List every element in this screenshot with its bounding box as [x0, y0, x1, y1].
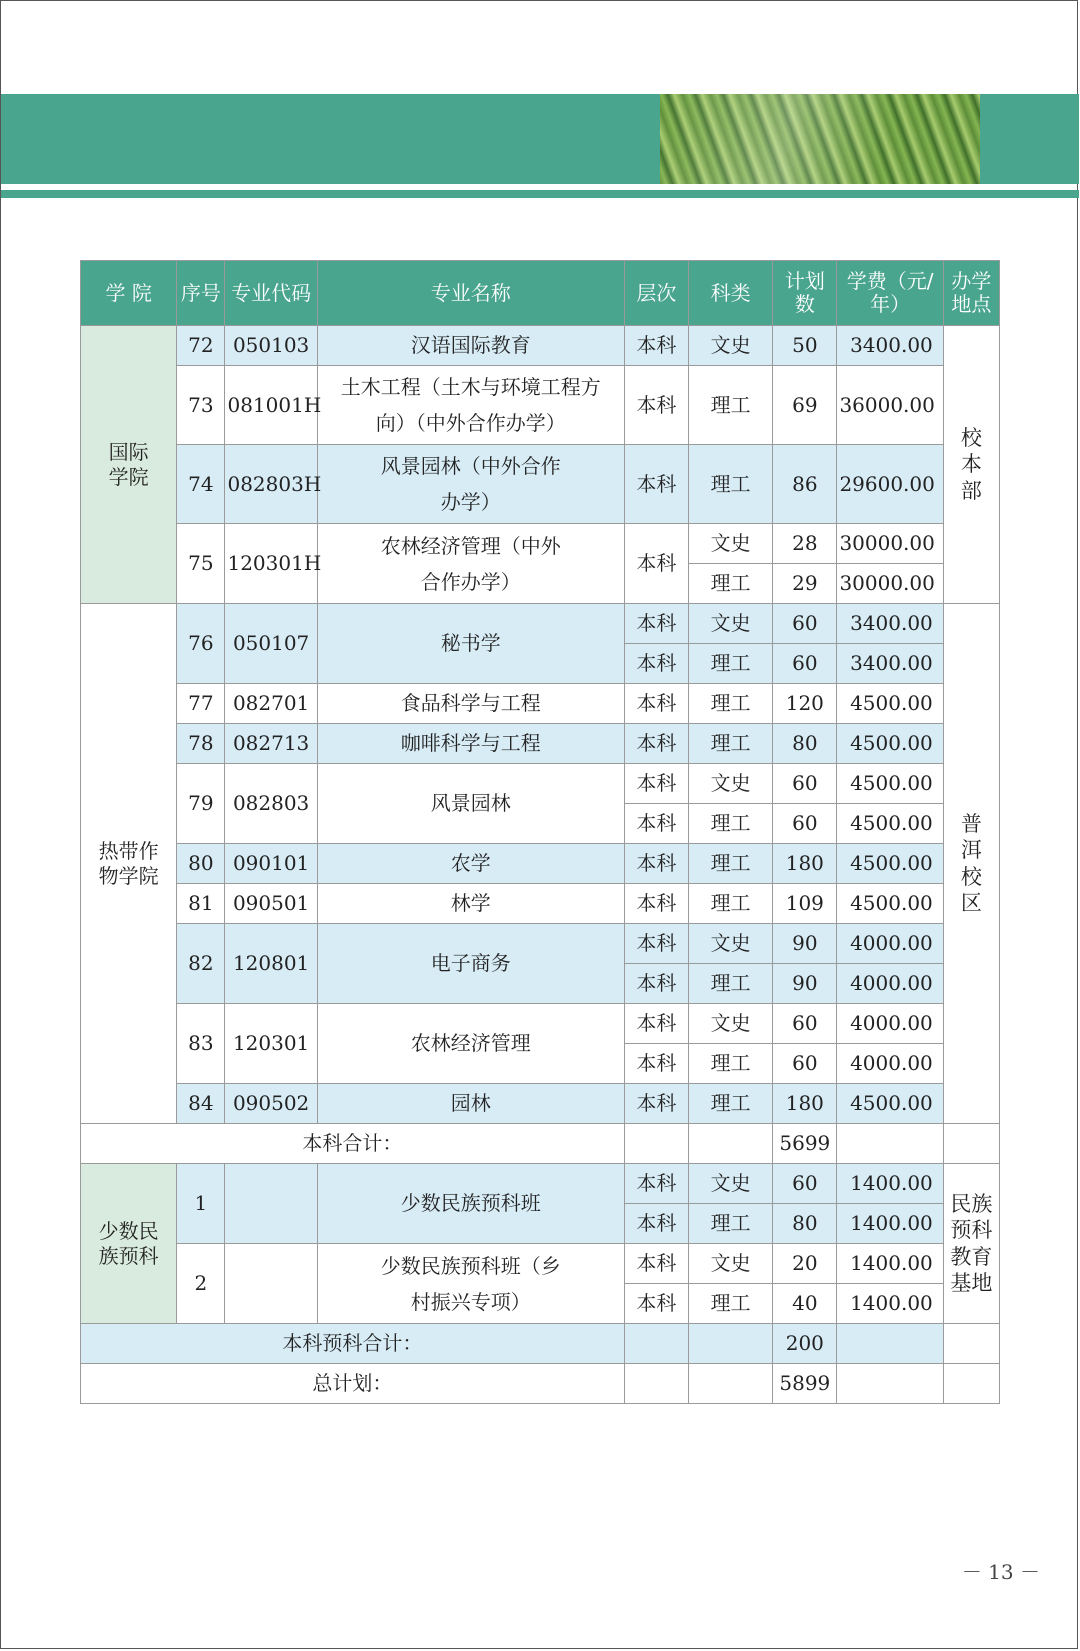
category-cell: 文史: [688, 924, 772, 964]
level-cell: 本科: [624, 1204, 688, 1244]
plan-cell: 60: [773, 1044, 837, 1084]
category-cell: 理工: [688, 564, 772, 604]
fee-cell: 30000.00: [837, 524, 943, 564]
code-cell: 120301: [225, 1004, 317, 1084]
seq-cell: 84: [177, 1084, 225, 1124]
level-cell: 本科: [624, 684, 688, 724]
code-cell: 090101: [225, 844, 317, 884]
code-cell: [225, 1244, 317, 1324]
code-cell: 050107: [225, 604, 317, 684]
level-cell: 本科: [624, 326, 688, 366]
code-cell: 082803: [225, 764, 317, 844]
category-cell: 文史: [688, 1244, 772, 1284]
plan-cell: 86: [773, 445, 837, 524]
plan-cell: 60: [773, 644, 837, 684]
name-cell: 农林经济管理（中外合作办学）: [317, 524, 624, 604]
name-cell: 林学: [317, 884, 624, 924]
plan-cell: 120: [773, 684, 837, 724]
header-seq: 序号: [177, 261, 225, 326]
header-name: 专业名称: [317, 261, 624, 326]
level-cell: 本科: [624, 804, 688, 844]
table-row: [81, 724, 1000, 764]
seq-cell: 1: [177, 1164, 225, 1244]
header-fee: 学费（元/年）: [837, 261, 943, 326]
fee-cell: 4500.00: [837, 764, 943, 804]
cornfield-photo: [660, 94, 980, 184]
category-cell: 理工: [688, 804, 772, 844]
plan-cell: 20: [773, 1244, 837, 1284]
code-cell: 090501: [225, 884, 317, 924]
table-row: [81, 1004, 1000, 1044]
seq-cell: 79: [177, 764, 225, 844]
fee-cell: 1400.00: [837, 1164, 943, 1204]
table-row: [81, 445, 1000, 524]
category-cell: 文史: [688, 604, 772, 644]
category-cell: 文史: [688, 764, 772, 804]
fee-cell: 4000.00: [837, 1004, 943, 1044]
plan-cell: 69: [773, 366, 837, 445]
plan-cell: 50: [773, 326, 837, 366]
fee-cell: 1400.00: [837, 1204, 943, 1244]
college-minority: 少数民族预科: [81, 1164, 177, 1324]
code-cell: 120301H: [225, 524, 317, 604]
plan-cell: 109: [773, 884, 837, 924]
fee-cell: 4500.00: [837, 884, 943, 924]
plan-cell: 60: [773, 1004, 837, 1044]
table-row: [81, 1084, 1000, 1124]
code-cell: 081001H: [225, 366, 317, 445]
plan-cell: 60: [773, 604, 837, 644]
plan-cell: 40: [773, 1284, 837, 1324]
fee-cell: 1400.00: [837, 1244, 943, 1284]
level-cell: 本科: [624, 1084, 688, 1124]
seq-cell: 80: [177, 844, 225, 884]
level-cell: 本科: [624, 1044, 688, 1084]
level-cell: 本科: [624, 524, 688, 604]
plan-cell: 90: [773, 924, 837, 964]
level-cell: 本科: [624, 724, 688, 764]
enrollment-plan-table: [80, 260, 1000, 1404]
fee-cell: 4500.00: [837, 684, 943, 724]
name-cell: 农学: [317, 844, 624, 884]
location-puer: 普洱校区: [943, 604, 999, 1124]
grand-total-row: [81, 1364, 1000, 1404]
grand-total-label: 总计划：: [81, 1364, 625, 1404]
code-cell: 120801: [225, 924, 317, 1004]
category-cell: 理工: [688, 445, 772, 524]
prep-total-value: 200: [773, 1324, 837, 1364]
level-cell: 本科: [624, 1004, 688, 1044]
fee-cell: 4000.00: [837, 1044, 943, 1084]
fee-cell: 30000.00: [837, 564, 943, 604]
table-row: [81, 1164, 1000, 1204]
fee-cell: 4500.00: [837, 844, 943, 884]
seq-cell: 76: [177, 604, 225, 684]
fee-cell: 4000.00: [837, 964, 943, 1004]
table-row: [81, 366, 1000, 445]
fee-cell: 4000.00: [837, 924, 943, 964]
name-cell: 汉语国际教育: [317, 326, 624, 366]
seq-cell: 77: [177, 684, 225, 724]
name-cell: 少数民族预科班: [317, 1164, 624, 1244]
code-cell: 082701: [225, 684, 317, 724]
college-tropical: 热带作物学院: [81, 604, 177, 1124]
level-cell: 本科: [624, 604, 688, 644]
seq-cell: 83: [177, 1004, 225, 1084]
category-cell: 理工: [688, 1084, 772, 1124]
table-row: [81, 764, 1000, 804]
table-row: [81, 524, 1000, 564]
fee-cell: 4500.00: [837, 1084, 943, 1124]
college-intl: 国际学院: [81, 326, 177, 604]
code-cell: 090502: [225, 1084, 317, 1124]
category-cell: 文史: [688, 1164, 772, 1204]
prep-total-row: [81, 1324, 1000, 1364]
seq-cell: 74: [177, 445, 225, 524]
name-cell: 风景园林: [317, 764, 624, 844]
category-cell: 文史: [688, 326, 772, 366]
header-college: 学 院: [81, 261, 177, 326]
plan-cell: 60: [773, 804, 837, 844]
plan-cell: 60: [773, 1164, 837, 1204]
table-row: [81, 924, 1000, 964]
code-cell: [225, 1164, 317, 1244]
category-cell: 理工: [688, 964, 772, 1004]
fee-cell: 4500.00: [837, 804, 943, 844]
level-cell: 本科: [624, 445, 688, 524]
plan-cell: 80: [773, 724, 837, 764]
level-cell: 本科: [624, 1284, 688, 1324]
undergrad-total-label: 本科合计：: [81, 1124, 625, 1164]
category-cell: 理工: [688, 366, 772, 445]
table-row: [81, 884, 1000, 924]
level-cell: 本科: [624, 924, 688, 964]
category-cell: 理工: [688, 724, 772, 764]
plan-cell: 80: [773, 1204, 837, 1244]
level-cell: 本科: [624, 1244, 688, 1284]
header-category: 科类: [688, 261, 772, 326]
table-row: [81, 604, 1000, 644]
seq-cell: 75: [177, 524, 225, 604]
level-cell: 本科: [624, 844, 688, 884]
category-cell: 理工: [688, 644, 772, 684]
location-main: 校本部: [943, 326, 999, 604]
undergrad-total-value: 5699: [773, 1124, 837, 1164]
category-cell: 理工: [688, 1204, 772, 1244]
level-cell: 本科: [624, 964, 688, 1004]
category-cell: 理工: [688, 684, 772, 724]
name-cell: 土木工程（土木与环境工程方向）（中外合作办学）: [317, 366, 624, 445]
table-row: [81, 684, 1000, 724]
code-cell: 050103: [225, 326, 317, 366]
level-cell: 本科: [624, 884, 688, 924]
header-location: 办学地点: [943, 261, 999, 326]
seq-cell: 81: [177, 884, 225, 924]
level-cell: 本科: [624, 644, 688, 684]
plan-cell: 28: [773, 524, 837, 564]
plan-cell: 29: [773, 564, 837, 604]
category-cell: 理工: [688, 1284, 772, 1324]
level-cell: 本科: [624, 366, 688, 445]
plan-cell: 60: [773, 764, 837, 804]
fee-cell: 3400.00: [837, 604, 943, 644]
category-cell: 理工: [688, 844, 772, 884]
plan-cell: 180: [773, 844, 837, 884]
name-cell: 少数民族预科班（乡村振兴专项）: [317, 1244, 624, 1324]
name-cell: 食品科学与工程: [317, 684, 624, 724]
seq-cell: 73: [177, 366, 225, 445]
name-cell: 电子商务: [317, 924, 624, 1004]
fee-cell: 3400.00: [837, 644, 943, 684]
name-cell: 农林经济管理: [317, 1004, 624, 1084]
table-row: [81, 1244, 1000, 1284]
category-cell: 理工: [688, 1044, 772, 1084]
location-prep-base: 民族预科教育基地: [943, 1164, 999, 1324]
undergrad-total-row: [81, 1124, 1000, 1164]
code-cell: 082803H: [225, 445, 317, 524]
fee-cell: 29600.00: [837, 445, 943, 524]
header-level: 层次: [624, 261, 688, 326]
name-cell: 风景园林（中外合作办学）: [317, 445, 624, 524]
prep-total-label: 本科预科合计：: [81, 1324, 625, 1364]
name-cell: 园林: [317, 1084, 624, 1124]
level-cell: 本科: [624, 764, 688, 804]
plan-cell: 180: [773, 1084, 837, 1124]
fee-cell: 36000.00: [837, 366, 943, 445]
seq-cell: 2: [177, 1244, 225, 1324]
level-cell: 本科: [624, 1164, 688, 1204]
table-header-row: [81, 261, 1000, 326]
page-number: － 13 －: [961, 1560, 1040, 1584]
fee-cell: 3400.00: [837, 326, 943, 366]
code-cell: 082713: [225, 724, 317, 764]
fee-cell: 1400.00: [837, 1284, 943, 1324]
table-row: [81, 844, 1000, 884]
fee-cell: 4500.00: [837, 724, 943, 764]
seq-cell: 72: [177, 326, 225, 366]
name-cell: 秘书学: [317, 604, 624, 684]
plan-cell: 90: [773, 964, 837, 1004]
header-code: 专业代码: [225, 261, 317, 326]
name-cell: 咖啡科学与工程: [317, 724, 624, 764]
category-cell: 文史: [688, 524, 772, 564]
header-plan: 计划数: [773, 261, 837, 326]
header-rule: [1, 190, 1079, 198]
table-row: [81, 326, 1000, 366]
category-cell: 文史: [688, 1004, 772, 1044]
seq-cell: 82: [177, 924, 225, 1004]
grand-total-value: 5899: [773, 1364, 837, 1404]
seq-cell: 78: [177, 724, 225, 764]
category-cell: 理工: [688, 884, 772, 924]
